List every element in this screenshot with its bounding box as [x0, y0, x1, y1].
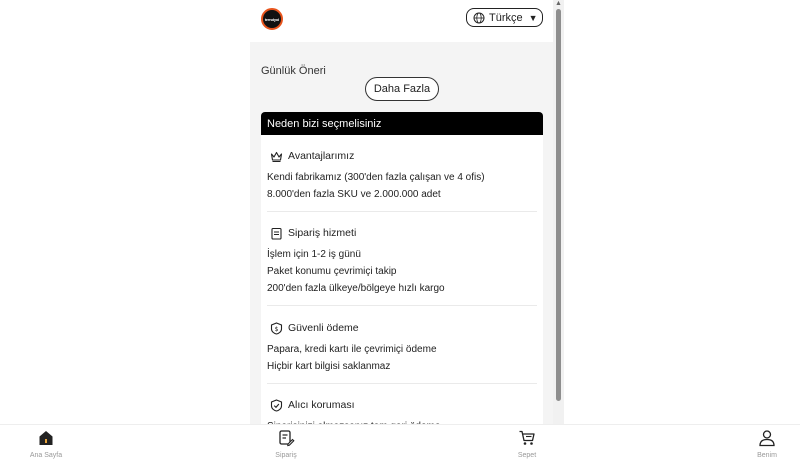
section-title: Avantajlarımız: [288, 150, 355, 162]
brand-logo[interactable]: [261, 8, 283, 30]
tab-label: Benim: [757, 452, 777, 459]
section-title: Güvenli ödeme: [288, 322, 359, 334]
home-icon: [37, 429, 55, 447]
secure-pay-icon: [270, 322, 283, 335]
scrollbar[interactable]: [553, 0, 564, 430]
caret-down-icon: ▼: [528, 12, 538, 23]
divider: [267, 383, 537, 384]
more-button[interactable]: Daha Fazla: [365, 77, 439, 101]
bottom-tab-bar: [0, 424, 800, 460]
top-bar: [250, 0, 553, 42]
divider: [267, 305, 537, 306]
shield-check-icon: [270, 399, 283, 412]
tab-label: Sipariş: [275, 452, 297, 459]
order-icon: [270, 227, 283, 240]
logo-text: trendyol: [264, 16, 280, 22]
language-label: Türkçe: [489, 11, 523, 24]
crown-icon: [270, 150, 283, 163]
order-service-section: [267, 225, 537, 297]
tab-profile[interactable]: [727, 429, 800, 459]
order-edit-icon: [277, 429, 295, 447]
scroll-up-arrow-icon[interactable]: ▲: [555, 0, 562, 7]
section-line: Paket konumu çevrimiçi takip: [267, 266, 397, 277]
cart-icon: [518, 429, 536, 447]
section-line: Hiçbir kart bilgisi saklanmaz: [267, 361, 391, 372]
section-title: Sipariş hizmeti: [288, 227, 357, 239]
section-line: Papara, kredi kartı ile çevrimiçi ödeme: [267, 344, 437, 355]
section-title: Alıcı koruması: [288, 399, 355, 411]
scrollbar-thumb[interactable]: [556, 9, 561, 401]
tab-cart[interactable]: [487, 429, 567, 459]
tab-label: Ana Sayfa: [29, 452, 63, 459]
tab-label: Sepet: [517, 452, 537, 459]
user-icon: [758, 429, 776, 447]
mobile-viewport: [250, 0, 553, 430]
secure-payment-section: [267, 320, 537, 375]
tab-home[interactable]: [6, 429, 86, 459]
section-line: İşlem için 1-2 iş günü: [267, 249, 361, 260]
language-selector[interactable]: [466, 8, 543, 27]
tab-orders[interactable]: [246, 429, 326, 459]
section-line: 200'den fazla ülkeye/bölgeye hızlı kargo: [267, 283, 445, 294]
section-line: Kendi fabrikamız (300'den fazla çalışan ve 4 ofis): [267, 172, 485, 183]
why-choose-us-header: Neden bizi seçmelisiniz: [261, 112, 543, 135]
divider: [267, 211, 537, 212]
advantages-section: [267, 148, 537, 203]
globe-icon: [473, 12, 485, 24]
svg-text:$: $: [274, 325, 279, 333]
why-choose-us-panel: [261, 135, 543, 430]
section-line: 8.000'den fazla SKU ve 2.000.000 adet: [267, 189, 441, 200]
daily-recommendation-title: Günlük Öneri: [261, 65, 326, 77]
